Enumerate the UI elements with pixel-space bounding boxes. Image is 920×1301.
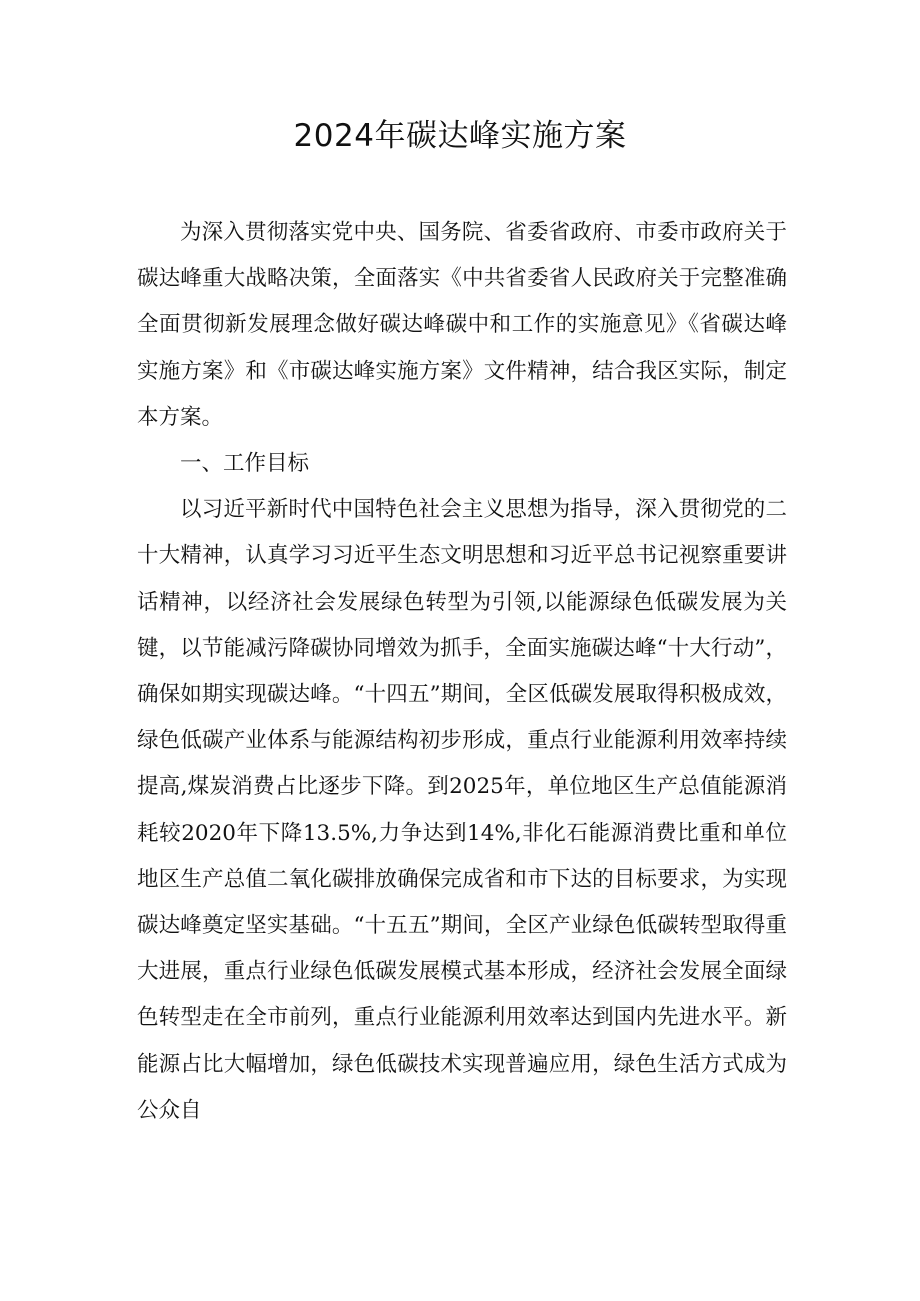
document-title: 2024年碳达峰实施方案: [293, 118, 627, 154]
intro-paragraph: 为深入贯彻落实党中央、国务院、省委省政府、市委市政府关于碳达峰重大战略决策，全面落实《中共省委省人民政府关于完整准确全面贯彻新发展理念做好碳达峰碳中和工作的实施意见》《省碳达峰实施方案》和《市碳达峰实施方案》文件精神，结合我区实际，制定本方案。: [137, 220, 787, 430]
goals-paragraph: 以习近平新时代中国特色社会主义思想为指导，深入贯彻党的二十大精神，认真学习习近平生态文明思想和习近平总书记视察重要讲话精神，以经济社会发展绿色转型为引领,以能源绿色低碳发展为关键，以节能减污降碳协同增效为抓手，全面实施碳达峰“十大行动”，确保如期实现碳达峰。“十四五”期间，全区低碳发展取得积极成效，绿色低碳产业体系与能源结构初步形成，重点行业能源利用效率持续提高,煤炭消费占比逐步下降。到2025年，单位地区生产总值能源消耗较2020年下降13.5%,力争达到14%,非化石能源消费比重和单位地区生产总值二氧化碳排放确保完成省和市下达的目标要求，为实现碳达峰奠定坚实基础。“十五五”期间，全区产业绿色低碳转型取得重大进展，重点行业绿色低碳发展模式基本形成，经济社会发展全面绿色转型走在全市前列，重点行业能源利用效率达到国内先进水平。新能源占比大幅增加，绿色低碳技术实现普遍应用，绿色生活方式成为公众自: [137, 497, 787, 1123]
section-heading: 一、工作目标: [180, 451, 310, 477]
document-body: [137, 210, 787, 1134]
